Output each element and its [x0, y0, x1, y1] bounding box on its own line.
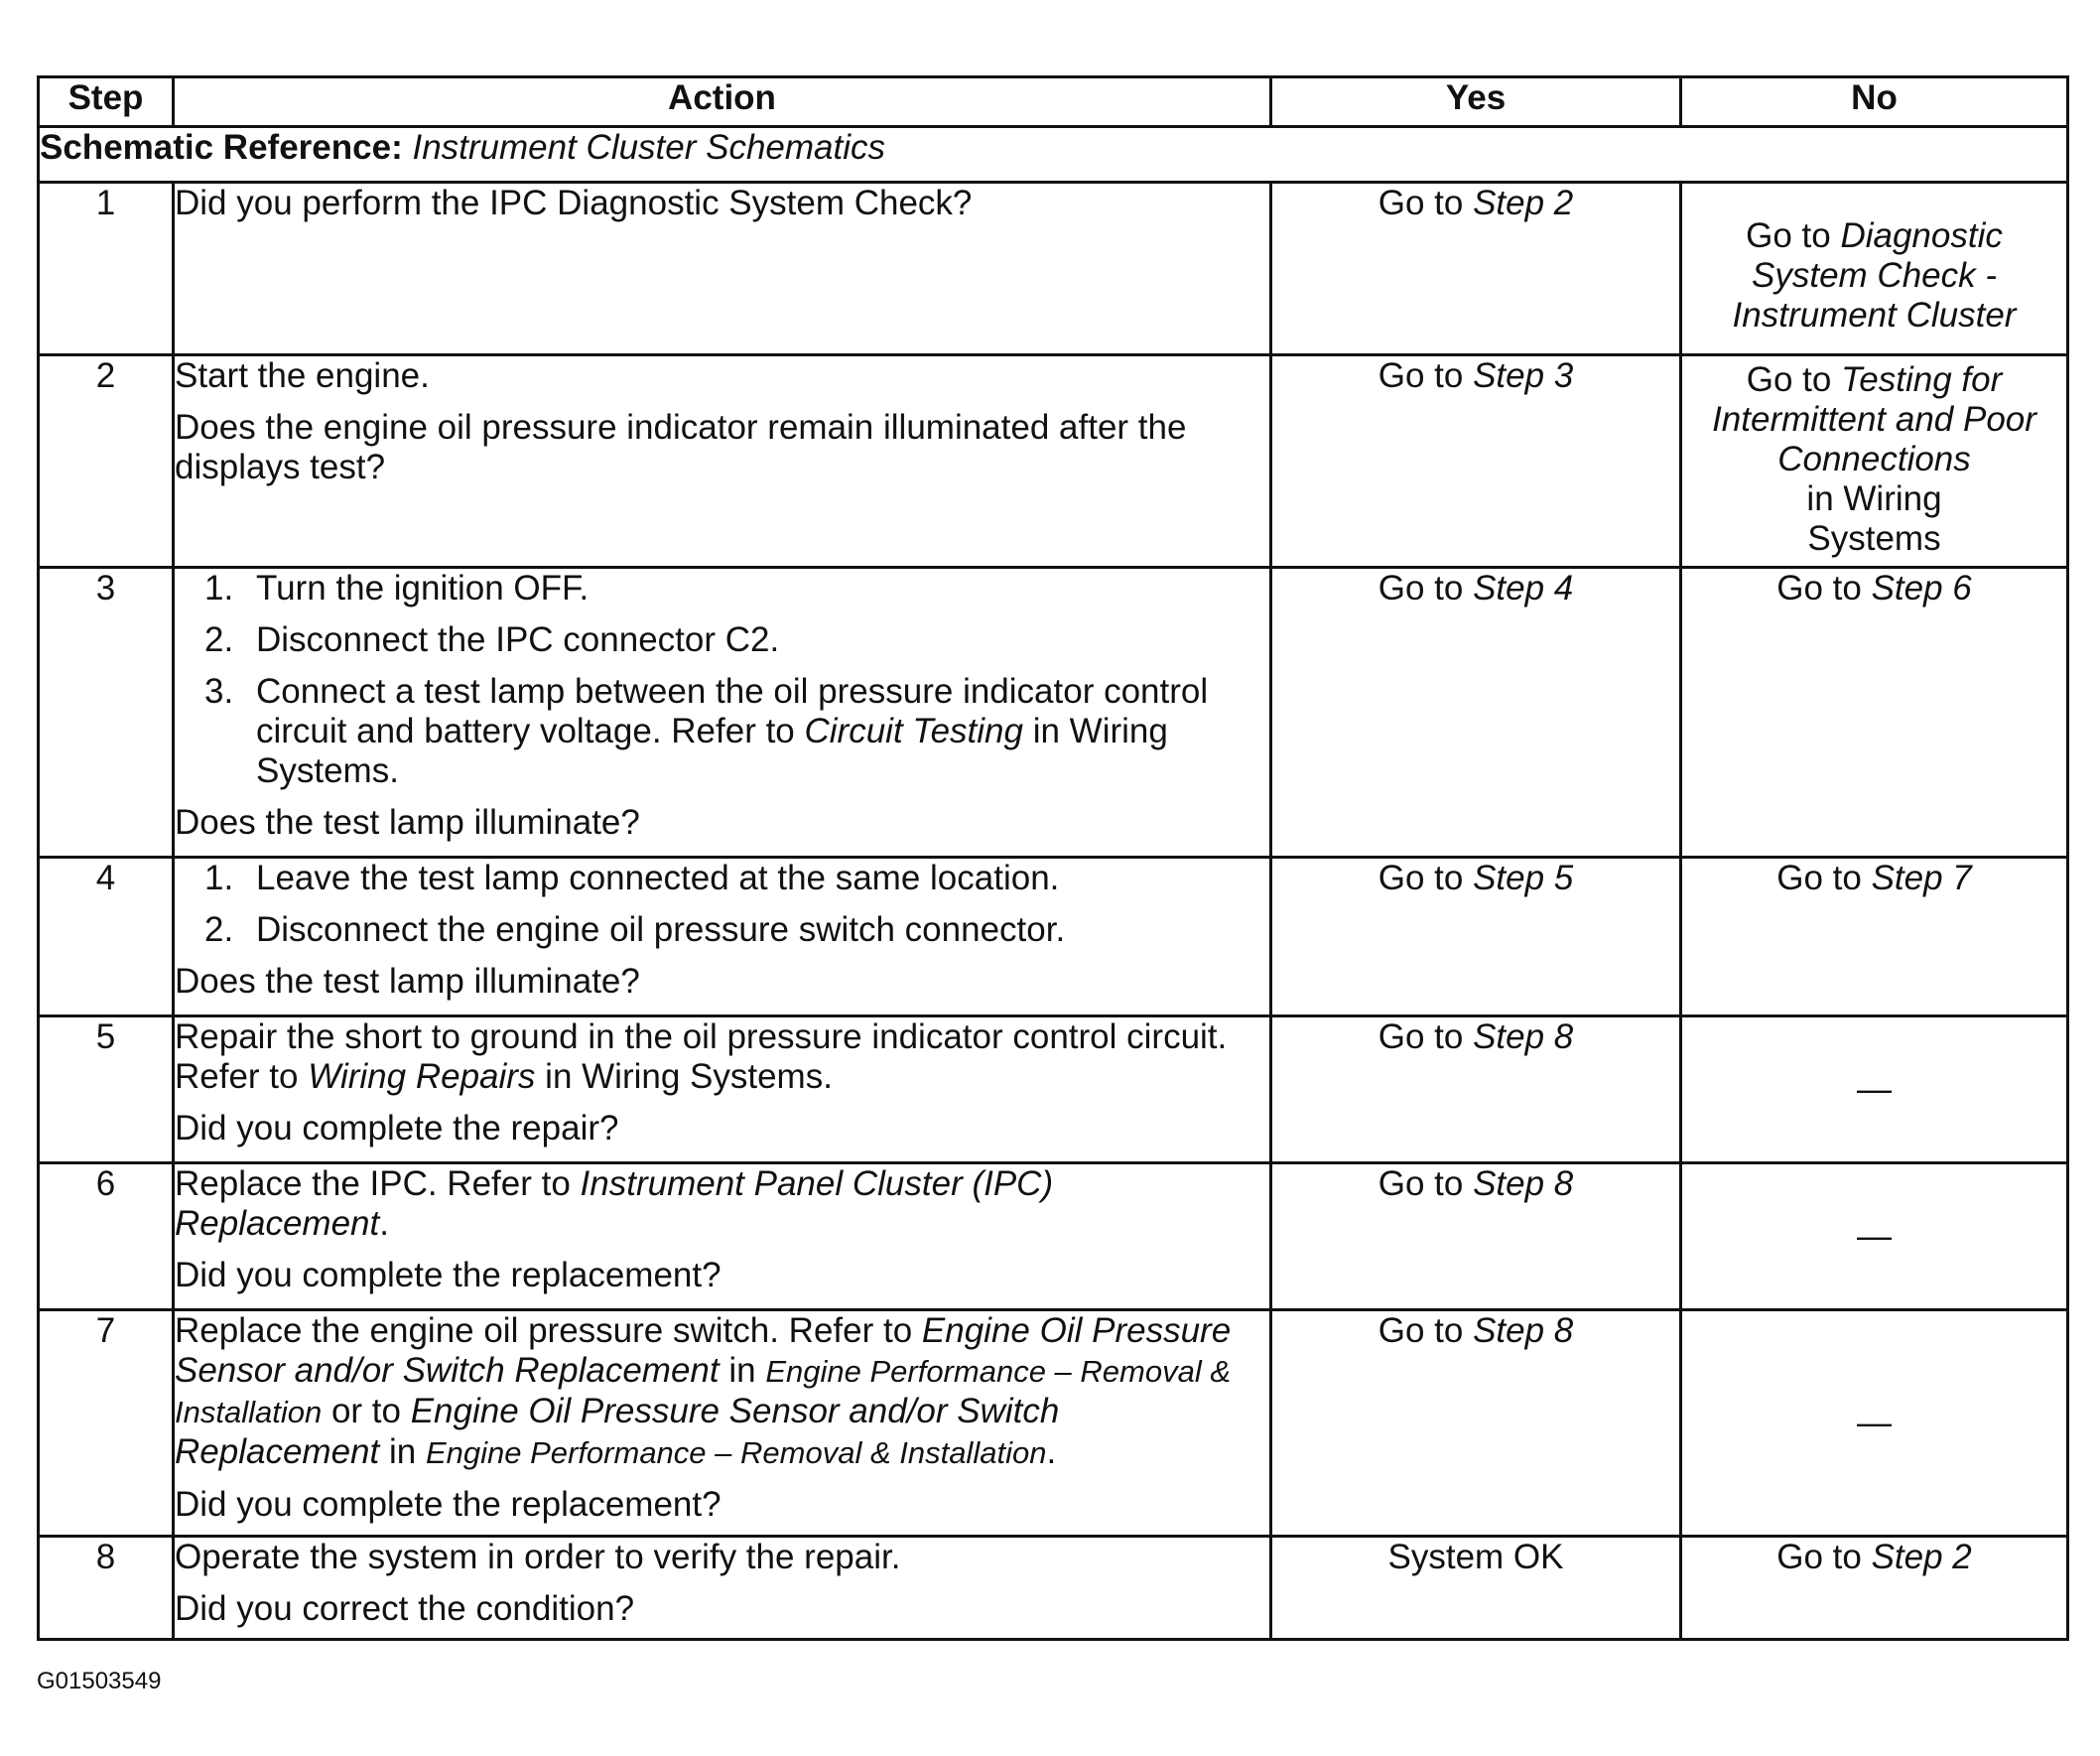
table-row — [39, 858, 2068, 1016]
no-ref-line3: Connections — [1777, 440, 1971, 478]
no-cell: — — [1681, 1310, 2068, 1537]
action-text: Start the engine. — [175, 356, 430, 395]
header-step: Step — [39, 77, 174, 127]
list-item: 3. Connect a test lamp between the oil pressure indicator control circuit and battery voltage. Refer to Circuit Testing in Wiring Systems. — [204, 672, 1209, 790]
no-cell — [1681, 355, 2068, 568]
yes-cell — [1271, 1016, 1681, 1163]
schematic-reference-label: Schematic Reference: — [40, 128, 403, 167]
step-number: 7 — [39, 1310, 174, 1537]
table-row — [39, 568, 2068, 858]
action-cell — [174, 1537, 1271, 1640]
action-text-end: in Wiring Systems. — [535, 1057, 833, 1096]
yes-text: Go to — [1378, 1311, 1474, 1350]
list-item: 2. Disconnect the IPC connector C2. — [204, 620, 780, 659]
action-text — [175, 1164, 1269, 1244]
yes-text: Go to — [1378, 569, 1474, 608]
action-ref: Instrument Panel Cluster (IPC) Replacement — [175, 1164, 1054, 1243]
no-text: Go to — [1776, 569, 1872, 608]
action-text-start: Replace the IPC. Refer to — [175, 1164, 581, 1203]
table-row — [39, 1016, 2068, 1163]
yes-text: Go to — [1378, 356, 1474, 395]
list-item: 1. Leave the test lamp connected at the same location. — [204, 859, 1060, 897]
yes-cell — [1271, 858, 1681, 1016]
no-ref-line2: System Check - — [1752, 255, 1997, 295]
action-ref-2: Engine Oil Pressure Sensor and/or Switch Replacement — [175, 1392, 1060, 1471]
action-text-mid1: in — [719, 1351, 766, 1390]
no-ref-line1: Testing for — [1841, 360, 2003, 399]
no-ref-line3: Instrument Cluster — [1732, 295, 2017, 335]
table-header-row — [39, 77, 2068, 127]
action-cell — [174, 568, 1271, 858]
no-ref-line1: Diagnostic — [1840, 215, 2003, 255]
step-number: 3 — [39, 568, 174, 858]
action-section-1: Engine Performance – Removal & Installation — [175, 1354, 1232, 1429]
action-section-2: Engine Performance – Removal & Installation — [425, 1435, 1047, 1470]
action-cell — [174, 1016, 1271, 1163]
schematic-reference-value: Instrument Cluster Schematics — [412, 128, 886, 167]
yes-step-ref: Step 5 — [1473, 859, 1574, 897]
no-text: Go to — [1776, 859, 1872, 897]
action-question: Did you complete the replacement? — [175, 1485, 722, 1524]
no-cell: — — [1681, 1163, 2068, 1310]
yes-step-ref: Step 8 — [1473, 1311, 1574, 1350]
yes-text: Go to — [1378, 1017, 1474, 1056]
yes-cell: System OK — [1271, 1537, 1681, 1640]
step-number: 5 — [39, 1016, 174, 1163]
no-text: Go to — [1746, 215, 1841, 255]
action-question: Does the engine oil pressure indicator remain illuminated after the displays test? — [175, 408, 1187, 486]
action-ref: Wiring Repairs — [308, 1057, 536, 1096]
yes-cell — [1271, 1163, 1681, 1310]
diagnostic-table — [37, 75, 2069, 1641]
action-text: Operate the system in order to verify the repair. — [175, 1538, 901, 1576]
yes-text: Go to — [1378, 859, 1474, 897]
yes-cell — [1271, 1310, 1681, 1537]
header-yes: Yes — [1271, 77, 1681, 127]
schematic-reference — [39, 127, 2068, 183]
figure-id: G01503549 — [37, 1668, 162, 1694]
table-row — [39, 183, 2068, 355]
list-item: 2. Disconnect the engine oil pressure switch connector. — [204, 910, 1066, 949]
header-action: Action — [174, 77, 1271, 127]
action-question: Did you correct the condition? — [175, 1589, 635, 1628]
action-text — [175, 1017, 1269, 1097]
list-item-text: Connect a test lamp between the oil pressure indicator control circuit and battery voltage. Refer to — [256, 672, 1209, 750]
step-number: 6 — [39, 1163, 174, 1310]
no-step-ref: Step 2 — [1871, 1538, 1972, 1576]
list-item: 1. Turn the ignition OFF. — [204, 569, 590, 608]
schematic-reference-row — [39, 127, 2068, 183]
list-item-text-end: in Wiring Systems. — [256, 712, 1168, 790]
action-cell — [174, 183, 1271, 355]
step-number: 8 — [39, 1537, 174, 1640]
yes-step-ref: Step 3 — [1473, 356, 1574, 395]
list-item-text: Disconnect the IPC connector C2. — [256, 620, 780, 659]
yes-step-ref: Step 4 — [1473, 569, 1574, 608]
action-question: Does the test lamp illuminate? — [175, 803, 640, 842]
list-item-text: Disconnect the engine oil pressure switch connector. — [256, 910, 1066, 949]
action-text-start: Replace the engine oil pressure switch. Refer to — [175, 1311, 922, 1350]
action-text-start: Repair the short to ground in the oil pressure indicator control circuit. Refer to — [175, 1017, 1228, 1096]
action-cell — [174, 858, 1271, 1016]
table-row — [39, 1163, 2068, 1310]
action-question: Does the test lamp illuminate? — [175, 962, 640, 1001]
table-row — [39, 1537, 2068, 1640]
header-no: No — [1681, 77, 2068, 127]
no-cell — [1681, 183, 2068, 355]
step-number: 1 — [39, 183, 174, 355]
action-text-mid2: or to — [322, 1392, 411, 1430]
no-cell — [1681, 1537, 2068, 1640]
action-cell — [174, 1163, 1271, 1310]
action-question: Did you complete the replacement? — [175, 1256, 722, 1294]
no-cell — [1681, 568, 2068, 858]
yes-text: Go to — [1378, 184, 1474, 222]
yes-step-ref: Step 8 — [1473, 1017, 1574, 1056]
action-ref-1: Engine Oil Pressure Sensor and/or Switch Replacement — [175, 1311, 1232, 1390]
action-text: Did you perform the IPC Diagnostic System Check? — [175, 184, 973, 222]
yes-step-ref: Step 2 — [1473, 184, 1574, 222]
no-step-ref: Step 6 — [1871, 569, 1972, 608]
diagnostic-table-container — [37, 75, 2066, 1641]
action-steps-list — [175, 569, 1269, 791]
list-item-ref: Circuit Testing — [804, 712, 1023, 750]
action-text — [175, 1311, 1269, 1473]
action-text-end: . — [1046, 1432, 1057, 1471]
step-number: 2 — [39, 355, 174, 568]
list-item-text: Leave the test lamp connected at the same location. — [256, 859, 1060, 897]
action-text-mid3: in — [379, 1432, 426, 1471]
table-row — [39, 1310, 2068, 1537]
action-cell — [174, 355, 1271, 568]
list-item-text: Turn the ignition OFF. — [256, 569, 590, 608]
table-row — [39, 355, 2068, 568]
no-step-ref: Step 7 — [1871, 859, 1972, 897]
no-text-line5: Systems — [1807, 519, 1941, 558]
no-ref-line2: Intermittent and Poor — [1712, 400, 2036, 439]
no-text-line4: in Wiring — [1806, 479, 1942, 518]
no-cell: — — [1681, 1016, 2068, 1163]
yes-cell — [1271, 355, 1681, 568]
yes-cell — [1271, 568, 1681, 858]
yes-cell — [1271, 183, 1681, 355]
step-number: 4 — [39, 858, 174, 1016]
action-question: Did you complete the repair? — [175, 1109, 619, 1148]
yes-text: Go to — [1378, 1164, 1474, 1203]
yes-step-ref: Step 8 — [1473, 1164, 1574, 1203]
no-cell — [1681, 858, 2068, 1016]
no-text: Go to — [1746, 360, 1842, 399]
no-text: Go to — [1776, 1538, 1872, 1576]
action-cell — [174, 1310, 1271, 1537]
action-text-end: . — [379, 1204, 389, 1243]
action-steps-list — [175, 859, 1269, 950]
